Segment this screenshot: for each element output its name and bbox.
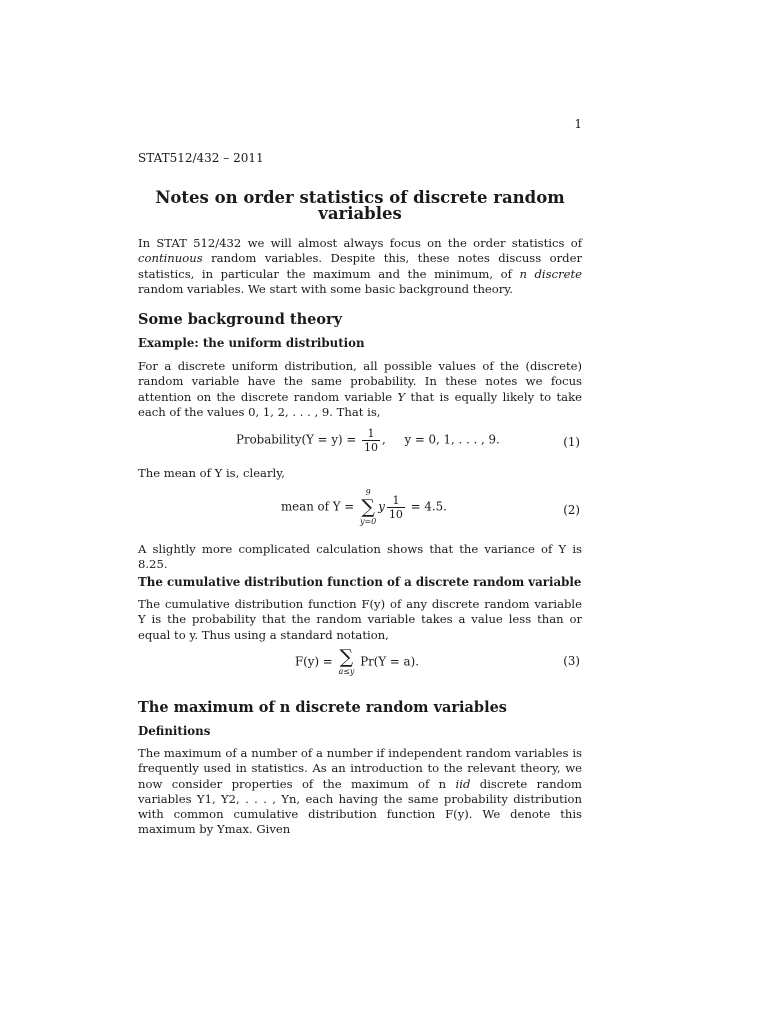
mean-text: The mean of Y is, clearly,: [138, 466, 285, 480]
document-title: Notes on order statistics of discrete random variables: [155, 188, 565, 223]
eq2-rhs: = 4.5.: [410, 499, 447, 514]
course-label: STAT512/432 – 2011: [138, 151, 264, 165]
eq1-lhs: Probability(Y = y) =: [236, 432, 357, 447]
eq1-rhs: , y = 0, 1, . . . , 9.: [381, 432, 500, 447]
summation-symbol: ∑ a≤y: [338, 646, 355, 676]
cdf-paragraph: The cumulative distribution function F(y) of any discrete random variable Y is the probability that the random variable takes a value less than or equal to y. Thus using a standard notation,: [138, 597, 582, 642]
summation-symbol: 9 ∑ y=0: [359, 488, 377, 526]
equation-number-3: (3): [563, 654, 580, 668]
eq3-rhs: Pr(Y = a).: [360, 654, 419, 669]
subheading-definitions: Definitions: [138, 724, 211, 738]
equation-number-1: (1): [563, 435, 580, 449]
page-number: 1: [574, 117, 582, 131]
uniform-paragraph: For a discrete uniform distribution, all possible values of the (discrete) random variable have the same probability. In these notes we focus attention on the discrete random variable Y that is equally likely to take each of the values 0, 1, 2, . . . , 9. That is,: [138, 359, 582, 419]
section-heading-maximum: The maximum of n discrete random variables: [138, 699, 507, 716]
eq1-fraction: $\frac{1}{10}$: [363, 427, 378, 454]
definitions-paragraph: The maximum of a number of a number if independent random variables is frequently used in statistics. As an introduction to the relevant theory, we now consider properties of the maximum of n iid discrete random variables Y1, Y2, . . . , Yn, each having the same probability distribution with common cumulative distribution function F(y). We denote this maximum by Ymax. Given: [138, 746, 583, 837]
eq2-lhs: mean of Y =: [281, 499, 355, 514]
eq2-fraction: $\frac{1}{10}$: [388, 494, 403, 521]
section-heading-background: Some background theory: [138, 311, 343, 328]
eq3-lhs: F(y) =: [295, 654, 333, 669]
eq2-variable: y: [378, 499, 385, 514]
variance-text: A slightly more complicated calculation shows that the variance of Y is 8.25.: [138, 542, 582, 572]
equation-number-2: (2): [563, 503, 580, 517]
intro-paragraph: In STAT 512/432 we will almost always focus on the order statistics of continuous random variables. Despite this, these notes discuss order statistics, in particular the maximum and the minimum, of n discrete random variables. We start with some basic background theory.: [138, 236, 582, 296]
subheading-uniform: Example: the uniform distribution: [138, 336, 365, 350]
subheading-cdf: The cumulative distribution function of a discrete random variable: [138, 575, 582, 589]
